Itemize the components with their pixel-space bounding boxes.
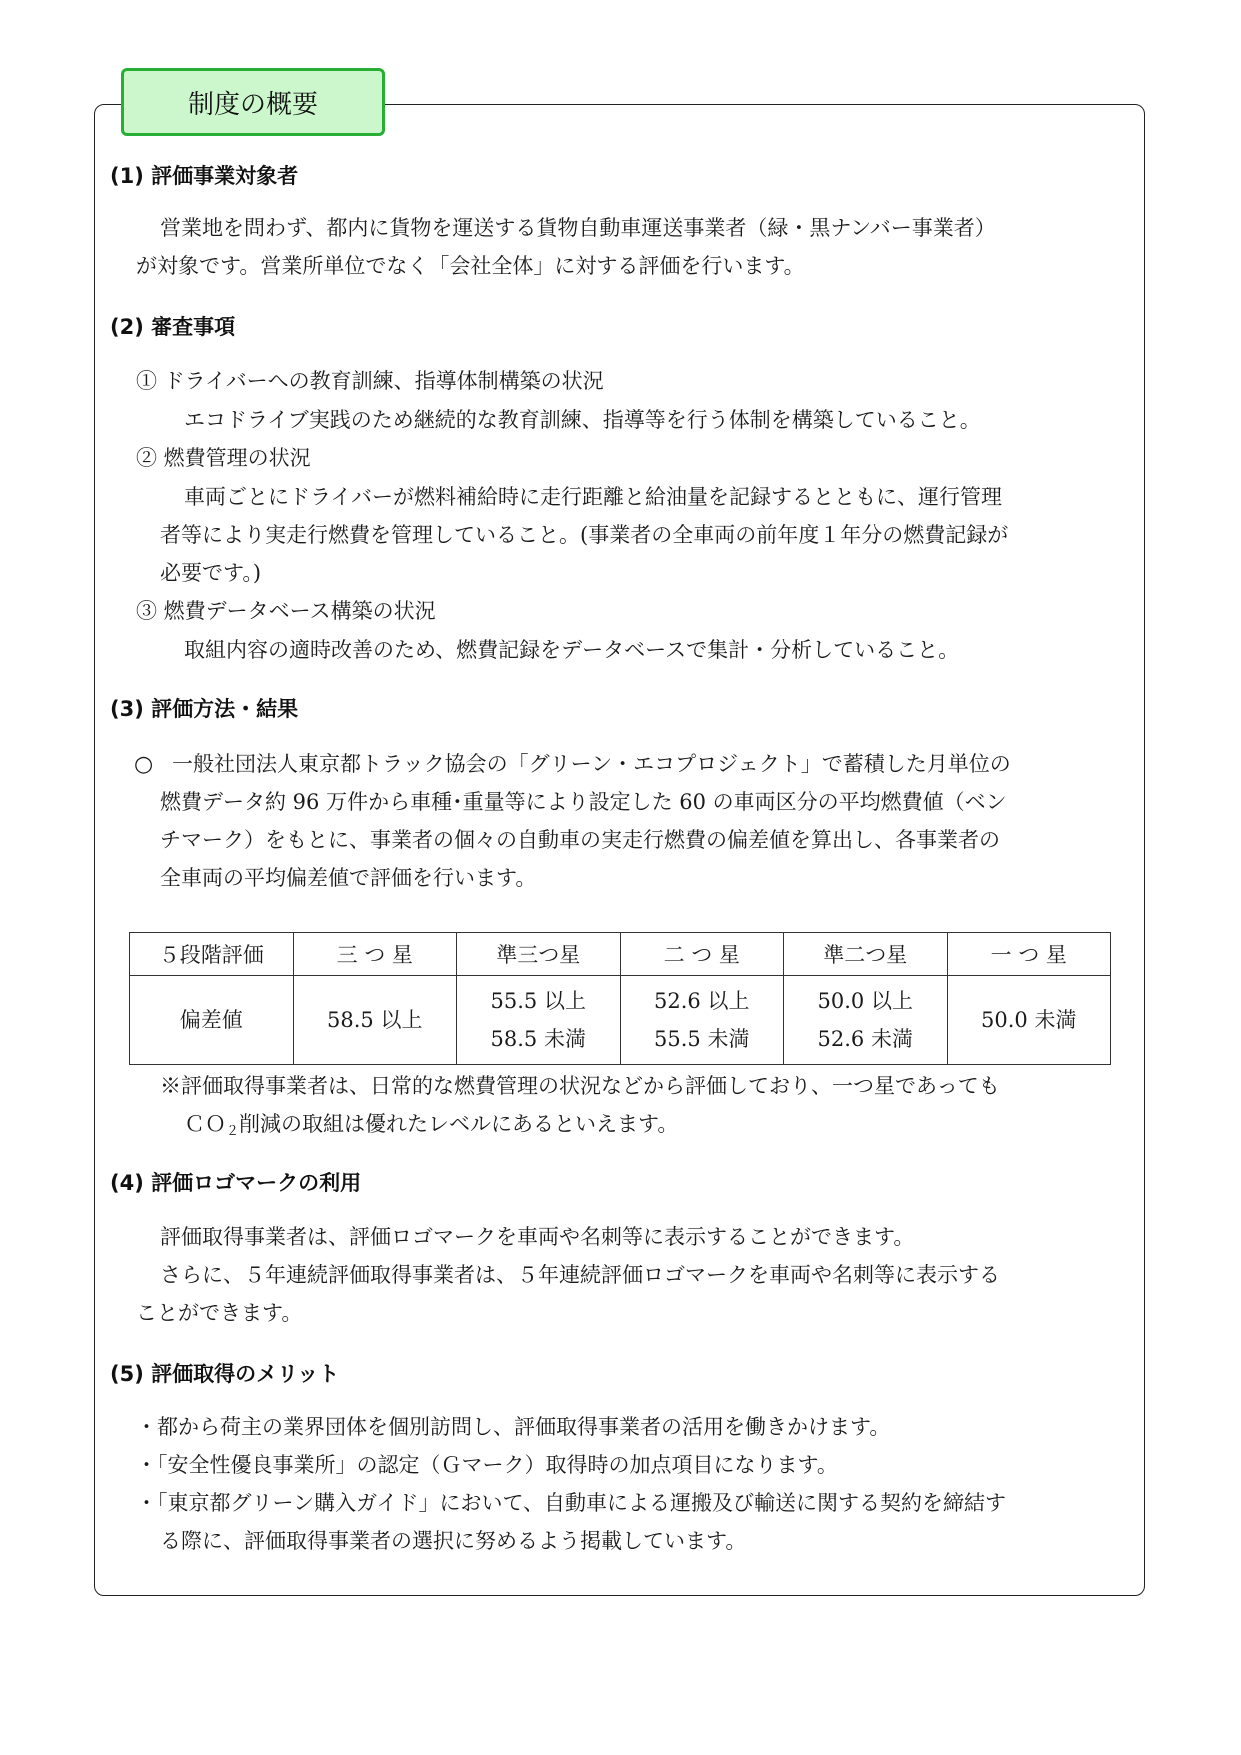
s2-item3-title: ③ 燃費データベース構築の状況 (136, 599, 436, 623)
page-title (121, 68, 385, 136)
table-cell (620, 976, 784, 1065)
s4-line3: ことができます。 (136, 1301, 303, 1325)
section-2-heading: (2) 審査事項 (110, 315, 236, 339)
table-header-cell: 二 つ 星 (620, 933, 784, 976)
s2-item2-body2: 者等により実走行燃費を管理していること。(事業者の全車両の前年度１年分の燃費記録が (160, 523, 1009, 547)
table-cell: 58.5 以上 (293, 976, 457, 1065)
cell-line: 55.5 未満 (654, 1027, 750, 1051)
s2-item1-title: ① ドライバーへの教育訓練、指導体制構築の状況 (136, 369, 604, 393)
page-title-text: 制度の概要 (187, 89, 318, 120)
s4-line2: さらに、５年連続評価取得事業者は、５年連続評価ロゴマークを車両や名刺等に表示する (160, 1263, 1000, 1287)
s5-bullet3: ・「東京都グリーン購入ガイド」において、自動車による運搬及び輸送に関する契約を締結す (136, 1491, 1007, 1515)
s2-item3-body: 取組内容の適時改善のため、燃費記録をデータベースで集計・分析していること。 (184, 638, 960, 662)
s2-item2-title: ② 燃費管理の状況 (136, 446, 311, 470)
cell-line: 50.0 以上 (817, 989, 913, 1013)
note-sub: ２ (226, 1124, 240, 1139)
s5-bullet2: ・「安全性優良事業所」の認定（Ｇマーク）取得時の加点項目になります。 (136, 1453, 838, 1477)
s3-note2 (184, 1114, 678, 1138)
s3-line2: 燃費データ約 96 万件から車種･重量等により設定した 60 の車両区分の平均燃費値（ベン (160, 790, 1007, 814)
row-label-cell: 偏差値 (130, 976, 294, 1065)
section-5-heading: (5) 評価取得のメリット (110, 1362, 340, 1386)
table-cell (784, 976, 948, 1065)
table-header-cell: 三 つ 星 (293, 933, 457, 976)
note-co: ＣＯ (184, 1112, 226, 1136)
table-header-cell: 準三つ星 (457, 933, 621, 976)
s3-line1: 一般社団法人東京都トラック協会の「グリーン・エコプロジェクト」で蓄積した月単位の (172, 752, 1011, 776)
section-4-heading: (4) 評価ロゴマークの利用 (110, 1171, 362, 1195)
s3-line3: チマーク）をもとに、事業者の個々の自動車の実走行燃費の偏差値を算出し、各事業者の (160, 828, 1000, 852)
s2-item2-body1: 車両ごとにドライバーが燃料補給時に走行距離と給油量を記録するとともに、運行管理 (184, 485, 1002, 509)
s5-bullet1: ・都から荷主の業界団体を個別訪問し、評価取得事業者の活用を働きかけます。 (136, 1415, 891, 1439)
table-cell (457, 976, 621, 1065)
table-header-row (130, 933, 1111, 976)
s5-bullet3-cont: る際に、評価取得事業者の選択に努めるよう掲載しています。 (160, 1529, 747, 1553)
cell-line: 52.6 未満 (817, 1027, 913, 1051)
section-3-heading: (3) 評価方法・結果 (110, 697, 299, 721)
section-1-heading: (1) 評価事業対象者 (110, 164, 299, 188)
circle-bullet-icon: ○ (134, 752, 154, 777)
s3-note1: ※評価取得事業者は、日常的な燃費管理の状況などから評価しており、一つ星であっても (160, 1074, 1000, 1098)
table-header-cell: 準二つ星 (784, 933, 948, 976)
cell-line: 52.6 以上 (654, 989, 750, 1013)
s4-line1: 評価取得事業者は、評価ロゴマークを車両や名刺等に表示することができます。 (160, 1225, 915, 1249)
s1-line1: 営業地を問わず、都内に貨物を運送する貨物自動車運送事業者（緑・黒ナンバー事業者） (160, 216, 996, 240)
s1-line2: が対象です。営業所単位でなく「会社全体」に対する評価を行います。 (136, 254, 805, 278)
cell-line: 55.5 以上 (490, 989, 586, 1013)
cell-line: 58.5 未満 (490, 1027, 586, 1051)
table-header-cell: 一 つ 星 (947, 933, 1111, 976)
evaluation-table (129, 932, 1111, 1065)
s3-line4: 全車両の平均偏差値で評価を行います。 (160, 866, 537, 890)
table-row (130, 976, 1111, 1065)
s2-item1-body: エコドライブ実践のため継続的な教育訓練、指導等を行う体制を構築していること。 (184, 408, 981, 432)
note-rest: 削減の取組は優れたレベルにあるといえます。 (239, 1112, 679, 1136)
s2-item2-body3: 必要です。) (160, 561, 262, 585)
table-cell: 50.0 未満 (947, 976, 1111, 1065)
table-header-cell: ５段階評価 (130, 933, 294, 976)
